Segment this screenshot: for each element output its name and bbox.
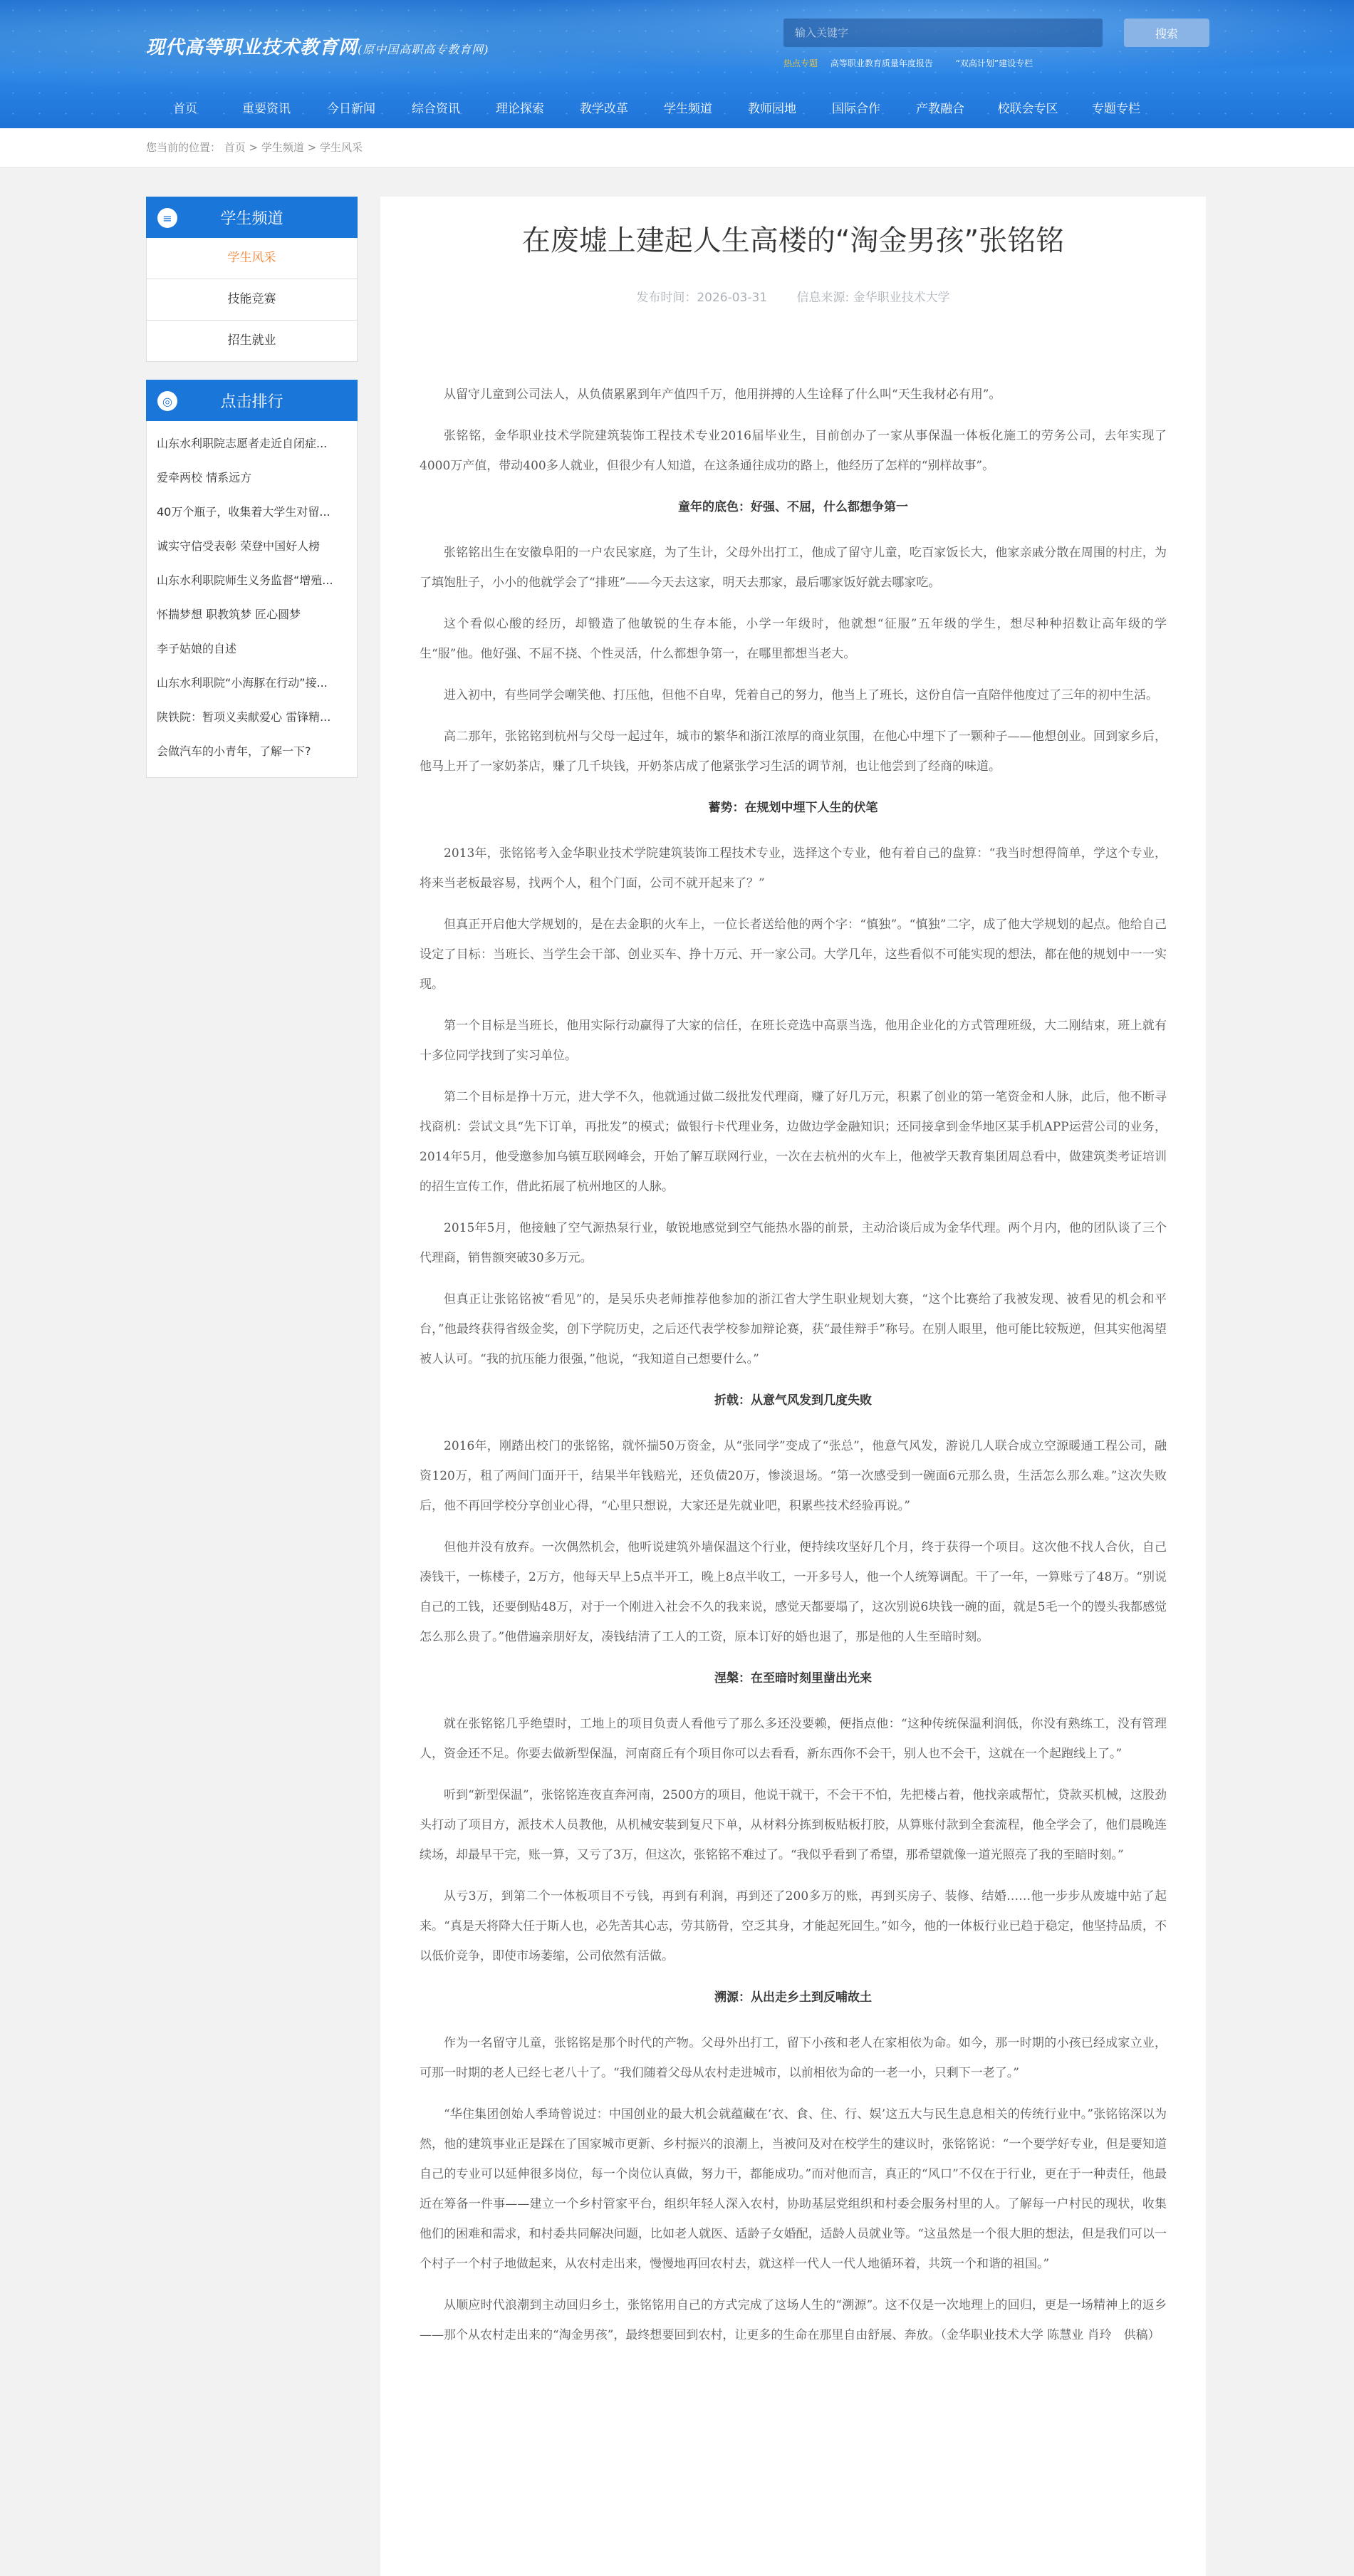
article-paragraph: 就在张铭铭几乎绝望时，工地上的项目负责人看他亏了那么多还没要赖，便指点他：“这种传统保温利润低，你没有熟练工，没有管理人，资金还不足。你要去做新型保温，河南商丘有个项目你可以去看看，新东西你不会干，别人也不会干，这就在一个起跑线上了。”	[420, 1717, 1167, 1761]
article-source: 信息来源: 金华职业技术大学	[796, 291, 950, 305]
hot-topic-link[interactable]: 高等职业教育质量年度报告	[830, 58, 933, 68]
article-paragraph: 从亏3万，到第二个一体板项目不亏钱，再到有利润，再到还了200多万的账，再到买房子、装修、结婚……他一步步从废墟中站了起来。“真是天将降大任于斯人也，必先苦其心志，劳其筋骨，空乏其身，才能起死回生。”如今，他的一体板行业已趋于稳定，他坚持品质，不以低价竞争，即使市场萎缩，公司依然有活做。	[420, 1889, 1167, 1963]
search-button[interactable]: 搜索	[1124, 19, 1209, 47]
article	[380, 197, 1206, 2576]
publish-date: 发布时间：2026-03-31	[636, 291, 768, 305]
nav-item[interactable]: 学生频道	[664, 102, 712, 116]
rank-item[interactable]: 爱牵两校 情系远方	[157, 471, 252, 484]
rank-item[interactable]: 40万个瓶子，收集着大学生对留...	[157, 505, 330, 519]
article-paragraph: 但真正让张铭铭被“看见”的，是吴乐央老师推荐他参加的浙江省大学生职业规划大赛，“这个比赛给了我被发现、被看见的机会和平台，”他最终获得省级金奖，创下学院历史，之后还代表学校参加辩论赛，获“最佳辩手”称号。在别人眼里，他可能比较叛逆，但其实他渴望被人认可。“我的抗压能力很强，”他说，“我知道自己想要什么。”	[420, 1292, 1167, 1366]
article-paragraph: 2016年，刚踏出校门的张铭铭，就怀揣50万资金，从“张同学”变成了“张总”，他意气风发，游说几人联合成立空源暖通工程公司，融资120万，租了两间门面开干，结果半年钱赔光，还负债20万，惨淡退场。“第一次感受到一碗面6元那么贵，生活怎么那么难。”这次失败后，他不再回学校分享创业心得，“心里只想说，大家还是先就业吧，积累些技术经验再说。”	[420, 1439, 1167, 1513]
article-paragraph: 这个看似心酸的经历，却锻造了他敏锐的生存本能，小学一年级时，他就想“征服”五年级的学生，想尽种种招数让高年级的学生“服”他。他好强、不屈不挠、个性灵活，什么都想争第一，在哪里都想当老大。	[420, 617, 1167, 661]
rank-panel-title: 点击排行	[220, 393, 283, 411]
article-paragraph: “华住集团创始人季琦曾说过：中国创业的最大机会就蕴藏在‘衣、食、住、行、娱’这五大与民生息息相关的传统行业中。”张铭铭深以为然，他的建筑事业正是踩在了国家城市更新、乡村振兴的浪潮上，当被问及对在校学生的建议时，张铭铭说：“一个要学好专业，但是要知道自己的专业可以延伸很多岗位，每一个岗位认真做，努力干，都能成功。”而对他而言，真正的“风口”不仅在于行业，更在于一种责任，他最近在筹备一件事——建立一个乡村管家平台，组织年轻人深入农村，协助基层党组织和村委会服务村里的人。了解每一户村民的现状，收集他们的困难和需求，和村委共同解决问题，比如老人就医、适龄子女婚配，适龄人员就业等。“这虽然是一个很大胆的想法，但是我们可以一个村子一个村子地做起来，从农村走出来，慢慢地再回农村去，就这样一代人一代人地循环着，共筑一个和谐的祖国。”	[420, 2107, 1167, 2271]
nav-item[interactable]: 专题专栏	[1092, 102, 1140, 116]
search-input[interactable]	[783, 19, 1103, 47]
section-heading: 涅槃：在至暗时刻里凿出光来	[714, 1671, 872, 1686]
section-heading: 溯源：从出走乡土到反哺故土	[714, 1990, 872, 2005]
article-paragraph: 听到“新型保温”，张铭铭连夜直奔河南，2500方的项目，他说干就干，不会干不怕，先把楼占着，他找亲戚帮忙，贷款买机械，这股劲头打动了项目方，派技术人员教他，从机械安装到复尺下单，从材料分拣到板贴板打胶，从算账付款到全套流程，他全学会了，他们晨晚连续场，却最早干完，账一算，又亏了3万，但这次，张铭铭不难过了。“我似乎看到了希望，那希望就像一道光照亮了我的至暗时刻。”	[420, 1788, 1167, 1862]
article-meta	[380, 287, 1206, 305]
nav-item[interactable]: 重要资讯	[242, 102, 291, 116]
channel-panel-header	[146, 197, 358, 238]
site-logo[interactable]	[146, 33, 489, 59]
article-paragraph: 但他并没有放弃。一次偶然机会，他听说建筑外墙保温这个行业，便持续攻坚好几个月，终于获得一个项目。这次他不找人合伙，自己凑钱干，一栋楼子，2万方，他每天早上5点半开工，晚上8点半收工，一开多号人，他一个人统筹调配。干了一年，一算账亏了48万。“别说自己的工钱，还要倒贴48万，对于一个刚进入社会不久的我来说，感觉天都要塌了，这次别说6块钱一碗的面，就是5毛一个的馒头我都感觉怎么那么贵了。”他借遍亲朋好友，凑钱结清了工人的工资，原本订好的婚也退了，那是他的人生至暗时刻。	[420, 1540, 1167, 1644]
rank-list	[146, 421, 358, 778]
article-paragraph: 进入初中，有些同学会嘲笑他、打压他，但他不自卑，凭着自己的努力，他当上了班长，这份自信一直陪伴他度过了三年的初中生活。	[444, 688, 1158, 702]
sidebar	[146, 197, 358, 778]
article-paragraph: 但真正开启他大学规划的，是在去金职的火车上，一位长者送给他的两个字：“慎独”。“慎独”二字，成了他大学规划的起点。他给自己设定了目标：当班长、当学生会干部、创业买车、挣十万元、开一家公司。大学几年，这些看似不可能实现的想法，都在他的规划中一一实现。	[420, 918, 1167, 992]
article-paragraph: 高二那年，张铭铭到杭州与父母一起过年，城市的繁华和浙江浓厚的商业氛围，在他心中埋下了一颗种子——他想创业。回到家乡后，他马上开了一家奶茶店，赚了几千块钱，开奶茶店成了他紧张学习生活的调节剂，也让他尝到了经商的味道。	[420, 729, 1167, 774]
channel-list	[146, 238, 358, 362]
hot-topic-link[interactable]: “双高计划”建设专栏	[955, 58, 1033, 68]
article-paragraph: 2013年，张铭铭考入金华职业技术学院建筑装饰工程技术专业，选择这个专业，他有着自己的盘算：“我当时想得简单，学这个专业，将来当老板最容易，找两个人，租个门面，公司不就开起来了？”	[420, 846, 1167, 890]
breadcrumb-bar	[0, 128, 1354, 168]
article-paragraph: 从留守儿童到公司法人，从负债累累到年产值四千万，他用拼搏的人生诠释了什么叫“天生我材必有用”。	[444, 388, 1001, 402]
channel-panel-title: 学生频道	[220, 209, 283, 228]
article-title: 在废墟上建起人生高楼的“淘金男孩”张铭铭	[521, 224, 1065, 257]
nav-item[interactable]: 国际合作	[832, 102, 880, 116]
rank-item[interactable]: 李子姑娘的自述	[157, 642, 237, 655]
article-paragraph: 作为一名留守儿童，张铭铭是那个时代的产物。父母外出打工，留下小孩和老人在家相依为命。如今，那一时期的小孩已经成家立业，可那一时期的老人已经七老八十了。“我们随着父母从农村走进城市，以前相依为命的一老一小，只剩下一老了。”	[420, 2036, 1167, 2080]
logo-text: 现代高等职业技术教育网	[146, 37, 358, 58]
breadcrumb: 您当前的位置： 首页 > 学生频道 > 学生风采	[146, 141, 363, 154]
channel-item[interactable]: 学生风采	[227, 251, 276, 265]
section-heading: 童年的底色：好强、不屈，什么都想争第一	[678, 500, 908, 514]
nav-item[interactable]: 教学改革	[580, 102, 628, 116]
hot-topics-label: 热点专题	[783, 58, 818, 68]
logo-subtext: (原中国高职高专教育网)	[358, 43, 489, 56]
rank-item[interactable]: 山东水利职院师生义务监督“增殖...	[157, 573, 333, 587]
nav-item[interactable]: 综合资讯	[412, 102, 460, 116]
rank-panel-header	[146, 380, 358, 421]
article-paragraph: 第二个目标是挣十万元，进大学不久，他就通过做二级批发代理商，赚了好几万元，积累了创业的第一笔资金和人脉，此后，他不断寻找商机：尝试文具“先下订单，再批发”的模式；做银行卡代理业务，边做边学金融知识；还同接拿到金华地区某手机APP运营公司的业务，2014年5月，他受邀参加乌镇互联网峰会，开始了解互联网行业，一次在去杭州的火车上，他被学天教育集团周总看中，做建筑类考证培训的招生宣传工作，借此拓展了杭州地区的人脉。	[420, 1090, 1167, 1194]
channel-panel	[146, 197, 358, 362]
nav-item[interactable]: 教师园地	[748, 102, 796, 116]
article-paragraph: 第一个目标是当班长，他用实际行动赢得了大家的信任，在班长竞选中高票当选，他用企业化的方式管理班级，大二刚结束，班上就有十多位同学找到了实习单位。	[420, 1019, 1167, 1063]
article-paragraph: 张铭铭出生在安徽阜阳的一户农民家庭，为了生计，父母外出打工，他成了留守儿童，吃百家饭长大，他家亲戚分散在周围的村庄，为了填饱肚子，小小的他就学会了“排班”——今天去这家，明天去那家，最后哪家饭好就去哪家吃。	[420, 546, 1167, 590]
channel-item[interactable]: 技能竞赛	[147, 279, 357, 320]
nav-item[interactable]: 产教融合	[916, 102, 964, 116]
rank-panel	[146, 380, 358, 778]
nav-item[interactable]: 今日新闻	[327, 102, 375, 116]
rank-item[interactable]: 陕铁院：暂项义卖献爱心 雷锋精...	[157, 710, 331, 724]
nav-item[interactable]: 首页	[173, 102, 197, 116]
target-icon: ◎	[157, 391, 177, 411]
section-heading: 蓄势：在规划中埋下人生的伏笔	[708, 801, 878, 815]
nav-item[interactable]: 理论探索	[496, 102, 544, 116]
article-body	[380, 305, 1206, 2350]
main-nav	[146, 94, 1159, 120]
menu-icon: ≡	[157, 208, 177, 228]
article-paragraph: 从顺应时代浪潮到主动回归乡土，张铭铭用自己的方式完成了这场人生的“溯源”。这不仅是一次地理上的回归，更是一场精神上的返乡——那个从农村走出来的“淘金男孩”，最终想要回到农村，让更多的生命在那里自由舒展、奔放。（金华职业技术大学 陈慧业 肖玲 供稿）	[420, 2298, 1167, 2342]
section-heading: 折戟：从意气风发到几度失败	[714, 1393, 872, 1408]
nav-item[interactable]: 校联会专区	[997, 102, 1058, 116]
rank-item[interactable]: 会做汽车的小青年，了解一下?	[157, 744, 311, 758]
hot-topics	[783, 57, 1053, 69]
site-header	[0, 0, 1354, 128]
rank-item[interactable]: 诚实守信受表彰 荣登中国好人榜	[157, 539, 321, 553]
channel-item[interactable]: 招生就业	[147, 320, 357, 361]
article-paragraph: 张铭铭，金华职业技术学院建筑装饰工程技术专业2016届毕业生，目前创办了一家从事保温一体板化施工的劳务公司，去年实现了4000万产值，带动400多人就业，但很少有人知道，在这条通往成功的路上，他经历了怎样的“别样故事”。	[420, 429, 1167, 473]
article-paragraph: 2015年5月，他接触了空气源热泵行业，敏锐地感觉到空气能热水器的前景，主动洽谈后成为金华代理。两个月内，他的团队谈了三个代理商，销售额突破30多万元。	[420, 1221, 1167, 1265]
rank-item[interactable]: 怀揣梦想 职教筑梦 匠心圆梦	[157, 608, 301, 621]
rank-item[interactable]: 山东水利职院“小海豚在行动”接...	[157, 676, 328, 690]
rank-item[interactable]: 山东水利职院志愿者走近自闭症...	[157, 437, 328, 450]
